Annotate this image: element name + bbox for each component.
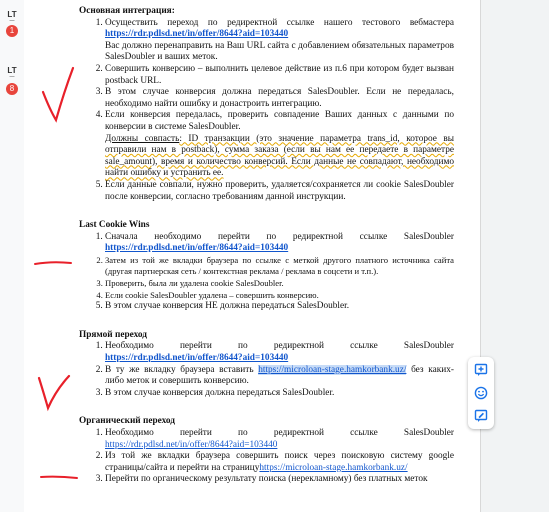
list-item: 2. Из той же вкладки браузера совершить поиск через поисковую систему google страницы/сайта и перейти на страницуhttps://microloan-stage.hamkorbank.uz/ bbox=[105, 451, 454, 474]
emoji-icon[interactable] bbox=[474, 386, 488, 400]
list-item: 3. Перейти по органическому результату поиска (нерекламному) без платных меток bbox=[105, 474, 454, 486]
section-title: Основная интеграция: bbox=[79, 6, 175, 16]
list-item: 1. Осуществить переход по редиректной ссылке нашего тестового вебмастера https://rdr.pdlsd.net/in/offer/8644?aid=103440 Вас должно перенаправить на Ваш URL сайта с добавлением обязательных параметров SalesDoubler и ваших меток. bbox=[105, 18, 454, 64]
site-link[interactable]: https://microloan-stage.hamkorbank.uz/ bbox=[258, 364, 407, 375]
red-checkmark-annotation bbox=[40, 62, 76, 126]
suggest-edit-icon[interactable] bbox=[474, 409, 488, 423]
offer-link[interactable]: https://rdr.pdlsd.net/in/offer/8644?aid=103440 bbox=[105, 439, 278, 450]
list bbox=[79, 428, 454, 486]
page-edge bbox=[480, 0, 481, 512]
languagetool-badge[interactable]: 8 bbox=[6, 83, 18, 95]
red-dash-annotation bbox=[38, 472, 80, 482]
languagetool-logo[interactable]: LT — bbox=[7, 10, 17, 24]
site-link[interactable]: https://microloan-stage.hamkorbank.uz/ bbox=[259, 462, 408, 473]
list-item: 4. Если cookie SalesDoubler удалена – совершить конверсию. bbox=[105, 290, 454, 302]
languagetool-logo[interactable]: LT — bbox=[7, 66, 17, 80]
list-item: 2. Совершить конверсию – выполнить целевое действие из п.6 при котором будет вызван postback URL. bbox=[105, 64, 454, 87]
left-rail bbox=[0, 0, 25, 512]
section-title: Органический переход bbox=[79, 416, 175, 427]
languagetool-badge[interactable]: 1 bbox=[6, 25, 18, 37]
list bbox=[79, 341, 454, 399]
offer-link[interactable]: https://rdr.pdlsd.net/in/offer/8644?aid=103440 bbox=[105, 29, 289, 40]
red-checkmark-annotation bbox=[36, 372, 72, 414]
list-item: 1. Необходимо перейти по редиректной ссылке SalesDoubler https://rdr.pdlsd.net/in/offer/8644?aid=103440 bbox=[105, 341, 454, 364]
side-toolbar bbox=[468, 357, 494, 429]
list-item: 4. Если конверсия передалась, проверить совпадение Ваших данных с данными по конверсии в системе SalesDoubler. Должны совпасть: ID транзакции (это значение параметра trans_id, которое вы отправили нам в postback), сумма заказа (если вы нам ее передаете в параметре sale_amount), время и количество конверсий. Если данные не совпадают, необходимо найти ошибку и устранить ее. bbox=[105, 110, 454, 180]
list-item: 3. Проверить, была ли удалена cookie SalesDoubler. bbox=[105, 278, 454, 290]
list-item: 3. В этом случае конверсия должна передаться SalesDoubler. Если не передалась, необходимо найти ошибку и донастроить интеграцию. bbox=[105, 87, 454, 110]
section-title: Last Cookie Wins bbox=[79, 220, 150, 231]
add-comment-icon[interactable] bbox=[474, 363, 488, 377]
list bbox=[79, 232, 454, 313]
list-item: 1. Необходимо перейти по редиректной ссылке SalesDoubler https://rdr.pdlsd.net/in/offer/8644?aid=103440 bbox=[105, 428, 454, 451]
list-item: 5. В этом случае конверсия НЕ должна передаться SalesDoubler. bbox=[105, 301, 454, 313]
list-item: 2. Затем из той же вкладки браузера по ссылке с меткой другого платного источника сайта (другая партнерская сеть / контекстная реклама / реклама в соцсети и т.п.). bbox=[105, 255, 454, 278]
offer-link[interactable]: https://rdr.pdlsd.net/in/offer/8644?aid=103440 bbox=[105, 243, 289, 254]
list bbox=[79, 18, 454, 204]
section-title: Прямой переход bbox=[79, 329, 147, 340]
list-item: 1. Сначала необходимо перейти по редиректной ссылке SalesDoubler https://rdr.pdlsd.net/in/offer/8644?aid=103440 bbox=[105, 232, 454, 255]
list-item: 3. В этом случае конверсия должна передаться SalesDoubler. bbox=[105, 388, 454, 400]
document-page[interactable] bbox=[24, 0, 480, 512]
document-body bbox=[79, 6, 454, 486]
red-dash-annotation bbox=[32, 258, 74, 268]
offer-link[interactable]: https://rdr.pdlsd.net/in/offer/8644?aid=103440 bbox=[105, 353, 289, 364]
list-item: 5. Если данные совпали, нужно проверить, удаляется/сохраняется ли cookie SalesDoubler после конверсии, согласно требованиям данной инструкции. bbox=[105, 180, 454, 203]
list-item: 2. В ту же вкладку браузера вставить https://microloan-stage.hamkorbank.uz/ без каких-либо меток и совершить конверсию. bbox=[105, 365, 454, 388]
